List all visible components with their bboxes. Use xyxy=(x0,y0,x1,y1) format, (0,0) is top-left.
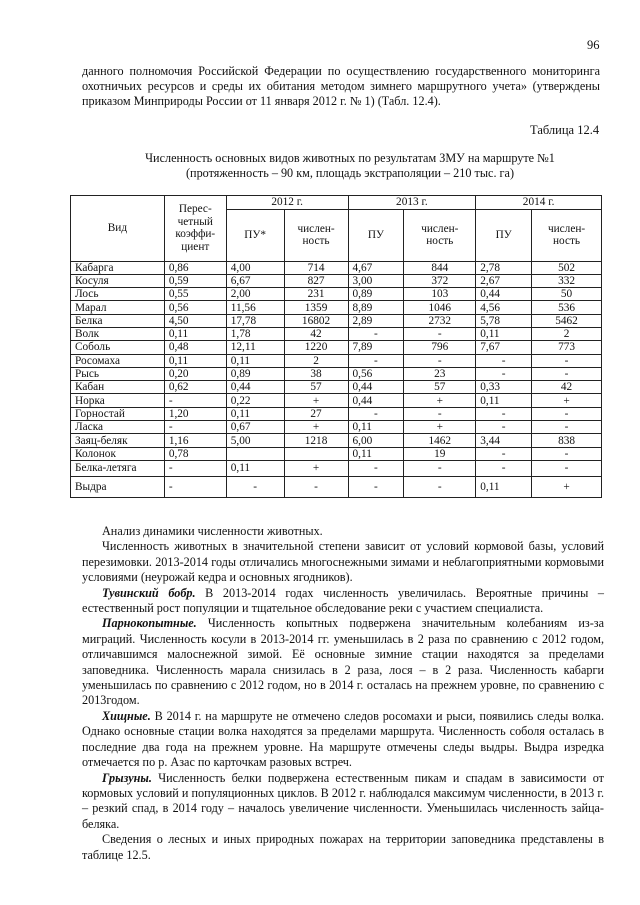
species-name: Лось xyxy=(71,288,165,301)
count-cell: 372 xyxy=(404,274,476,287)
pu-cell: 0,44 xyxy=(348,381,404,394)
species-name: Рысь xyxy=(71,367,165,380)
pu-cell: 0,11 xyxy=(348,447,404,460)
count-cell: - xyxy=(532,354,602,367)
coefficient-cell: - xyxy=(164,421,226,434)
count-cell: 827 xyxy=(284,274,348,287)
pu-cell: 0,89 xyxy=(226,367,284,380)
table-row xyxy=(71,476,602,497)
coefficient-cell: 0,11 xyxy=(164,354,226,367)
pu-cell: 0,44 xyxy=(226,381,284,394)
header-year-2013: 2013 г. xyxy=(348,196,476,210)
pu-cell: - xyxy=(476,421,532,434)
count-cell: + xyxy=(284,460,348,476)
table-row xyxy=(71,261,602,274)
pu-cell: 0,33 xyxy=(476,381,532,394)
count-cell: + xyxy=(404,421,476,434)
header-year-2012: 2012 г. xyxy=(226,196,348,210)
paragraph-predators: Хищные. В 2014 г. на маршруте не отмечено следов росомахи и рыси, появились следы волка. Однако основные стации волка находятся за пределами маршрута. Численность соболя осталась в последние два года на прежнем уровне. На маршруте отмечены следы выдры. Выдра изредка отмечается по р. Азас по карточкам разовых встреч. xyxy=(82,708,604,770)
count-cell: 231 xyxy=(284,288,348,301)
pu-cell: 4,67 xyxy=(348,261,404,274)
table-row xyxy=(71,301,602,314)
table-row xyxy=(71,434,602,447)
count-cell: 19 xyxy=(404,447,476,460)
count-cell: 2732 xyxy=(404,314,476,327)
count-cell: 42 xyxy=(284,327,348,340)
count-cell: 57 xyxy=(284,381,348,394)
coefficient-cell: 0,55 xyxy=(164,288,226,301)
coefficient-cell: 0,56 xyxy=(164,301,226,314)
count-cell: 5462 xyxy=(532,314,602,327)
count-cell: 502 xyxy=(532,261,602,274)
coefficient-cell: 1,20 xyxy=(164,407,226,420)
count-cell xyxy=(284,447,348,460)
pu-cell: 5,00 xyxy=(226,434,284,447)
count-cell: + xyxy=(532,394,602,407)
pu-cell: 4,00 xyxy=(226,261,284,274)
table-row xyxy=(71,354,602,367)
table-row xyxy=(71,314,602,327)
coefficient-cell: 4,50 xyxy=(164,314,226,327)
species-name: Заяц-беляк xyxy=(71,434,165,447)
coefficient-cell: 0,11 xyxy=(164,327,226,340)
coefficient-cell: - xyxy=(164,394,226,407)
pu-cell: 0,11 xyxy=(476,327,532,340)
count-cell: 57 xyxy=(404,381,476,394)
pu-cell: 0,56 xyxy=(348,367,404,380)
paragraph-analysis-title: Анализ динамики численности животных. xyxy=(102,524,323,538)
count-cell: - xyxy=(532,367,602,380)
species-name: Кабарга xyxy=(71,261,165,274)
header-species: Вид xyxy=(71,196,165,262)
coefficient-cell: - xyxy=(164,460,226,476)
pu-cell: - xyxy=(348,354,404,367)
pu-cell: - xyxy=(348,407,404,420)
species-name: Волк xyxy=(71,327,165,340)
pu-cell: 0,11 xyxy=(226,460,284,476)
pu-cell: - xyxy=(476,460,532,476)
table-row xyxy=(71,274,602,287)
pu-cell: 3,44 xyxy=(476,434,532,447)
pu-cell: 0,11 xyxy=(226,407,284,420)
header-count-2012: числен- ность xyxy=(284,209,348,261)
pu-cell: 0,11 xyxy=(348,421,404,434)
count-cell: - xyxy=(532,460,602,476)
pu-cell: 0,44 xyxy=(348,394,404,407)
count-cell: 42 xyxy=(532,381,602,394)
paragraph-fires: Сведения о лесных и иных природных пожарах на территории заповедника представлены в таблице 12.5. xyxy=(82,832,604,862)
pu-cell: 6,67 xyxy=(226,274,284,287)
header-pu-2014: ПУ xyxy=(476,209,532,261)
pu-cell: 1,78 xyxy=(226,327,284,340)
pu-cell: 0,11 xyxy=(226,354,284,367)
count-cell: 23 xyxy=(404,367,476,380)
intro-paragraph: данного полномочия Российской Федерации по осуществлению государственного мониторинга охотничьих ресурсов и среды их обитания методом зимнего маршрутного учета» (утверждены приказом Минприроды России от 11 января 2012 г. № 1) (Табл. 12.4). xyxy=(82,64,600,108)
pu-cell: 12,11 xyxy=(226,341,284,354)
pu-cell xyxy=(226,447,284,460)
pu-cell: 2,78 xyxy=(476,261,532,274)
count-cell: - xyxy=(404,476,476,497)
count-cell: 1220 xyxy=(284,341,348,354)
count-cell: 714 xyxy=(284,261,348,274)
table-row xyxy=(71,341,602,354)
count-cell: 50 xyxy=(532,288,602,301)
coefficient-cell: 0,86 xyxy=(164,261,226,274)
pu-cell: 0,22 xyxy=(226,394,284,407)
heading-ungulates: Парнокопытные. xyxy=(102,616,197,631)
pu-cell: - xyxy=(476,447,532,460)
pu-cell: 2,67 xyxy=(476,274,532,287)
species-name: Соболь xyxy=(71,341,165,354)
heading-rodents: Грызуны. xyxy=(102,770,152,785)
pu-cell: - xyxy=(476,367,532,380)
count-cell: 796 xyxy=(404,341,476,354)
table-label: Таблица 12.4 xyxy=(530,123,600,137)
pu-cell: - xyxy=(348,460,404,476)
pu-cell: 11,56 xyxy=(226,301,284,314)
count-cell: 1462 xyxy=(404,434,476,447)
count-cell: 838 xyxy=(532,434,602,447)
pu-cell: 17,78 xyxy=(226,314,284,327)
pu-cell: - xyxy=(348,476,404,497)
species-name: Росомаха xyxy=(71,354,165,367)
count-cell: 38 xyxy=(284,367,348,380)
table-row xyxy=(71,327,602,340)
coefficient-cell: 0,62 xyxy=(164,381,226,394)
caption-line-1: Численность основных видов животных по результатам ЗМУ на маршруте №1 xyxy=(145,151,555,165)
count-cell: - xyxy=(532,421,602,434)
count-cell: 773 xyxy=(532,341,602,354)
count-cell: 1046 xyxy=(404,301,476,314)
count-cell: - xyxy=(532,407,602,420)
coefficient-cell: 0,20 xyxy=(164,367,226,380)
table-caption xyxy=(100,151,600,181)
pu-cell: 5,78 xyxy=(476,314,532,327)
table-row xyxy=(71,407,602,420)
species-name: Ласка xyxy=(71,421,165,434)
coefficient-cell: 0,48 xyxy=(164,341,226,354)
pu-cell: 7,89 xyxy=(348,341,404,354)
count-cell: - xyxy=(404,327,476,340)
pu-cell: 0,89 xyxy=(348,288,404,301)
count-cell: + xyxy=(404,394,476,407)
paragraph-ungulates: Парнокопытные. Численность копытных подвержена значительным колебаниям из-за миграций. Численность косули в 2013-2014 гг. уменьшилась в 2 раза по сравнению с 2012 годом, отличавшимся малоснежной зимой. Её основные зимние стации находятся за пределами заповедника. Численность марала снизилась в 2 раза, лося – в 2 раза. Численность кабарги уменьшилась по сравнению с 2012 годом, но в 2014 г. осталась на прежнем уровне, по сравнению с 2013годом. xyxy=(82,616,604,708)
pu-cell: - xyxy=(476,407,532,420)
count-cell: 2 xyxy=(532,327,602,340)
count-cell: - xyxy=(404,460,476,476)
pu-cell: 0,11 xyxy=(476,476,532,497)
count-cell: 1218 xyxy=(284,434,348,447)
pu-cell: 6,00 xyxy=(348,434,404,447)
count-cell: - xyxy=(532,447,602,460)
table-row xyxy=(71,447,602,460)
species-name: Косуля xyxy=(71,274,165,287)
header-count-2013: числен- ность xyxy=(404,209,476,261)
species-name: Выдра xyxy=(71,476,165,497)
header-coefficient: Перес- четный коэффи- циент xyxy=(164,196,226,262)
species-name: Колонок xyxy=(71,447,165,460)
coefficient-cell: 0,59 xyxy=(164,274,226,287)
count-cell: - xyxy=(404,407,476,420)
table-row xyxy=(71,460,602,476)
header-count-2014: числен- ность xyxy=(532,209,602,261)
table-row xyxy=(71,421,602,434)
count-cell: + xyxy=(284,394,348,407)
count-cell: 2 xyxy=(284,354,348,367)
count-cell: 16802 xyxy=(284,314,348,327)
table-row xyxy=(71,381,602,394)
heading-predators: Хищные. xyxy=(102,708,151,723)
analysis-text xyxy=(82,524,604,863)
coefficient-cell: 0,78 xyxy=(164,447,226,460)
coefficient-cell: 1,16 xyxy=(164,434,226,447)
pu-cell: 4,56 xyxy=(476,301,532,314)
caption-line-2: (протяженность – 90 км, площадь экстраполяции – 210 тыс. га) xyxy=(185,166,514,180)
header-pu-2013: ПУ xyxy=(348,209,404,261)
heading-beaver: Тувинский бобр. xyxy=(102,585,196,600)
table-body xyxy=(71,261,602,497)
count-cell: 103 xyxy=(404,288,476,301)
pu-cell: - xyxy=(348,327,404,340)
species-name: Белка xyxy=(71,314,165,327)
pu-cell: - xyxy=(476,354,532,367)
species-name: Белка-летяга xyxy=(71,460,165,476)
table-row xyxy=(71,288,602,301)
pu-cell: 2,89 xyxy=(348,314,404,327)
species-name: Марал xyxy=(71,301,165,314)
count-cell: - xyxy=(404,354,476,367)
pu-cell: 8,89 xyxy=(348,301,404,314)
count-cell: 27 xyxy=(284,407,348,420)
count-cell: 844 xyxy=(404,261,476,274)
pu-cell: 0,44 xyxy=(476,288,532,301)
count-cell: + xyxy=(532,476,602,497)
count-cell: 332 xyxy=(532,274,602,287)
pu-cell: 0,11 xyxy=(476,394,532,407)
species-name: Кабан xyxy=(71,381,165,394)
pu-cell: 3,00 xyxy=(348,274,404,287)
pu-cell: 0,67 xyxy=(226,421,284,434)
coefficient-cell: - xyxy=(164,476,226,497)
species-name: Норка xyxy=(71,394,165,407)
paragraph-food-conditions: Численность животных в значительной степени зависит от условий кормовой базы, условий перезимовки. 2013-2014 годы отличались многоснежными зимами и неблагоприятными кормовыми условиями (неурожай кедра и основных ягодников). xyxy=(82,539,604,585)
header-pu-2012: ПУ* xyxy=(226,209,284,261)
table-row xyxy=(71,394,602,407)
table-row xyxy=(71,367,602,380)
species-name: Горностай xyxy=(71,407,165,420)
pu-cell: 7,67 xyxy=(476,341,532,354)
count-cell: - xyxy=(284,476,348,497)
population-table xyxy=(70,195,602,498)
page-number: 96 xyxy=(587,38,600,52)
pu-cell: - xyxy=(226,476,284,497)
paragraph-beaver: Тувинский бобр. В 2013-2014 годах численность увеличилась. Вероятные причины – естественный рост популяции и тщательное обследование реки с участием специалиста. xyxy=(82,585,604,616)
header-year-2014: 2014 г. xyxy=(476,196,602,210)
pu-cell: 2,00 xyxy=(226,288,284,301)
count-cell: + xyxy=(284,421,348,434)
count-cell: 1359 xyxy=(284,301,348,314)
paragraph-rodents: Грызуны. Численность белки подвержена естественным пикам и спадам в зависимости от кормовых условий и популяционных циклов. В 2012 г. наблюдался максимум численности, в 2013 г. – резкий спад, в 2014 году – началось увеличение численности. Уменьшилась численность зайца-беляка. xyxy=(82,770,604,831)
count-cell: 536 xyxy=(532,301,602,314)
